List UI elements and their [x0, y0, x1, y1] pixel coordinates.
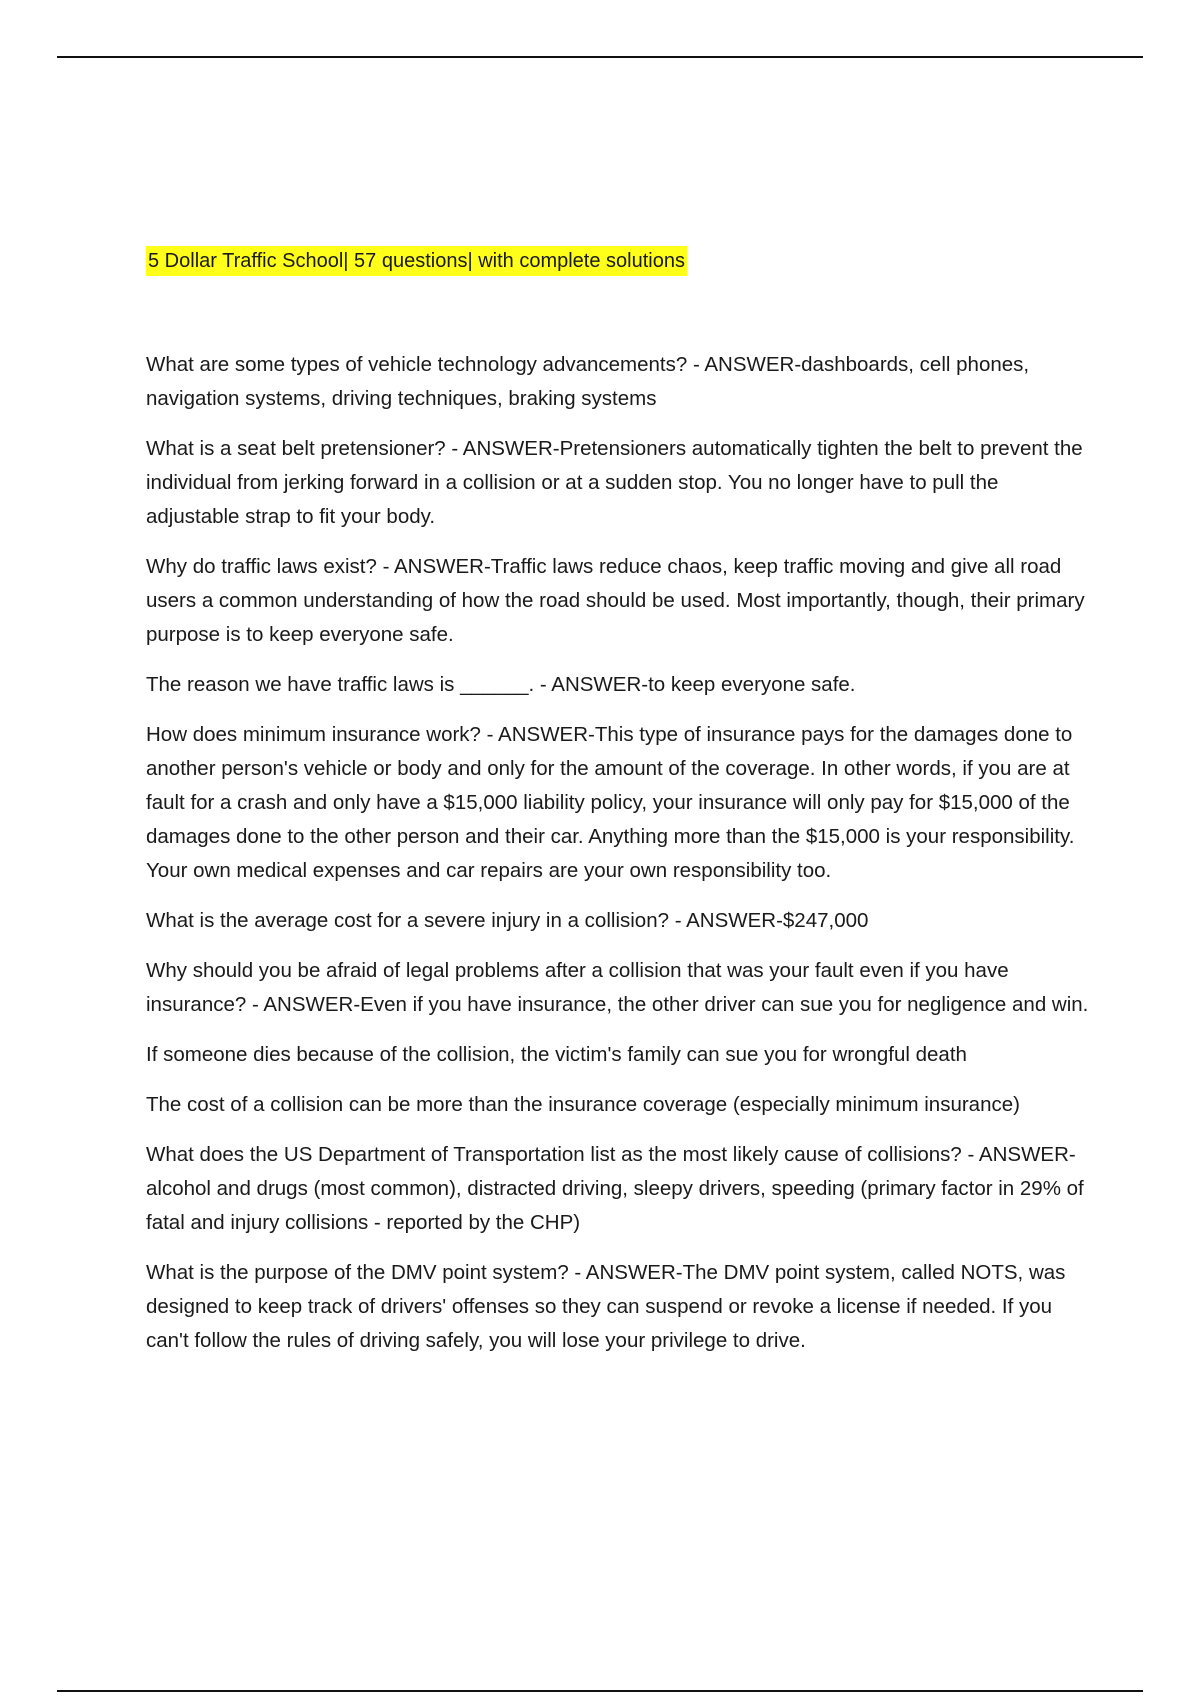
qa-paragraph-8: If someone dies because of the collision, the victim's family can sue you for wrongful death	[146, 1043, 967, 1066]
qa-paragraph-2: What is a seat belt pretensioner? - ANSWER-Pretensioners automatically tighten the belt to prevent the individual from jerking forward in a collision or at a sudden stop. You no longer have to pull the adjustable strap to fit your body.	[146, 437, 1083, 528]
qa-paragraph-9: The cost of a collision can be more than the insurance coverage (especially minimum insurance)	[146, 1093, 1020, 1116]
page-footer-rule	[57, 1690, 1143, 1692]
qa-paragraph-6: What is the average cost for a severe injury in a collision? - ANSWER-$247,000	[146, 909, 869, 932]
qa-paragraph-1: What are some types of vehicle technology advancements? - ANSWER-dashboards, cell phones, navigation systems, driving techniques, braking systems	[146, 353, 1030, 410]
qa-list	[146, 348, 1096, 1358]
qa-paragraph-4: The reason we have traffic laws is ______. - ANSWER-to keep everyone safe.	[146, 673, 856, 696]
document-body	[146, 246, 1096, 1374]
qa-paragraph-11: What is the purpose of the DMV point system? - ANSWER-The DMV point system, called NOTS, was designed to keep track of drivers' offenses so they can suspend or revoke a license if needed. If you can't follow the rules of driving safely, you will lose your privilege to drive.	[146, 1261, 1066, 1352]
document-title: 5 Dollar Traffic School| 57 questions| with complete solutions	[146, 246, 687, 276]
page-header-rule	[57, 56, 1143, 58]
qa-paragraph-10: What does the US Department of Transportation list as the most likely cause of collisions? - ANSWER-alcohol and drugs (most common), distracted driving, sleepy drivers, speeding (primary factor in 29% of fatal and injury collisions - reported by the CHP)	[146, 1143, 1084, 1234]
qa-paragraph-7: Why should you be afraid of legal problems after a collision that was your fault even if you have insurance? - ANSWER-Even if you have insurance, the other driver can sue you for negligence and win.	[146, 959, 1089, 1016]
qa-paragraph-5: How does minimum insurance work? - ANSWER-This type of insurance pays for the damages done to another person's vehicle or body and only for the amount of the coverage. In other words, if you are at fault for a crash and only have a $15,000 liability policy, your insurance will only pay for $15,000 of the damages done to the other person and their car. Anything more than the $15,000 is your responsibility. Your own medical expenses and car repairs are your own responsibility too.	[146, 723, 1075, 882]
qa-paragraph-3: Why do traffic laws exist? - ANSWER-Traffic laws reduce chaos, keep traffic moving and give all road users a common understanding of how the road should be used. Most importantly, though, their primary purpose is to keep everyone safe.	[146, 555, 1085, 646]
